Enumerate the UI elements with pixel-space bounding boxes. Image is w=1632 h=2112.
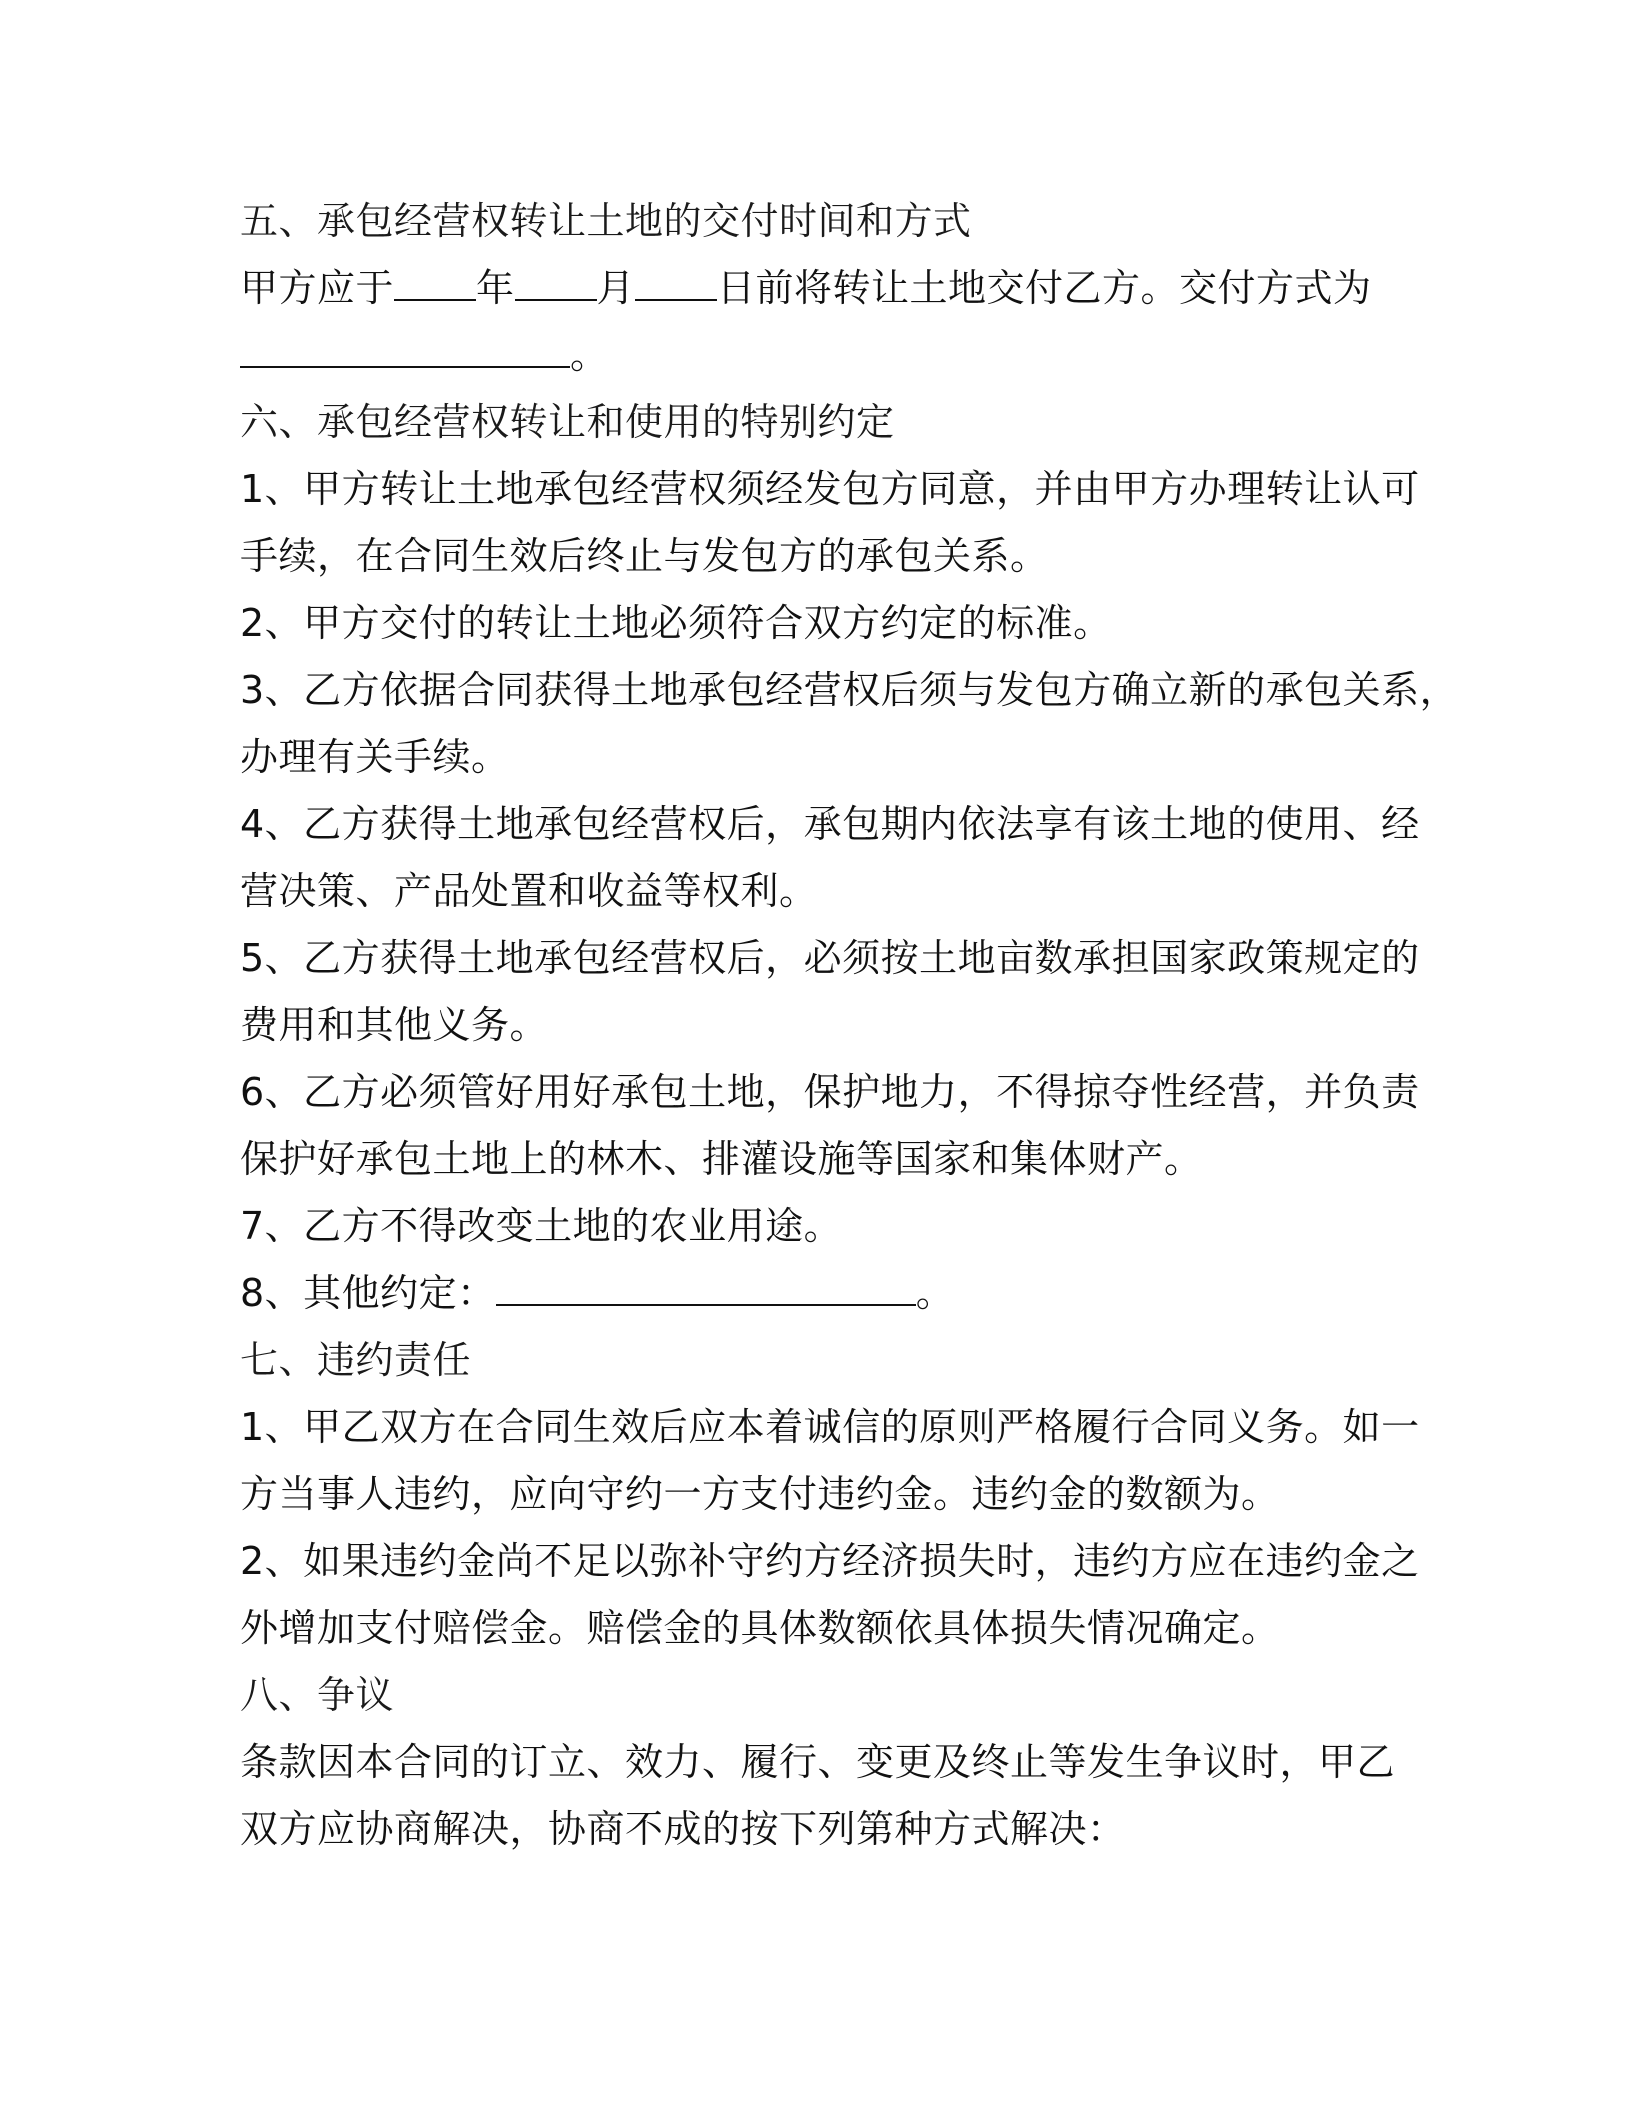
text-fragment: 。 bbox=[915, 1271, 955, 1315]
clause-line: 条款因本合同的订立、效力、履行、变更及终止等发生争议时，甲乙 bbox=[240, 1740, 1396, 1784]
clause-line: 2、甲方交付的转让土地必须符合双方约定的标准。 bbox=[240, 601, 1112, 645]
clause-line: 手续，在合同生效后终止与发包方的承包关系。 bbox=[240, 534, 1049, 578]
text-fragment: 甲方应于 bbox=[240, 266, 395, 310]
clause-line: 方当事人违约，应向守约一方支付违约金。违约金的数额为。 bbox=[240, 1472, 1280, 1516]
section-6-title: 六、承包经营权转让和使用的特别约定 bbox=[240, 400, 895, 444]
clause-line: 4、乙方获得土地承包经营权后，承包期内依法享有该土地的使用、经 bbox=[240, 802, 1420, 846]
other-agreement-line bbox=[240, 1260, 1450, 1327]
other-agreement-blank bbox=[496, 1270, 916, 1306]
clause-line: 营决策、产品处置和收益等权利。 bbox=[240, 869, 818, 913]
clause-line: 1、甲方转让土地承包经营权须经发包方同意，并由甲方办理转让认可 bbox=[240, 467, 1420, 511]
clause-line: 费用和其他义务。 bbox=[240, 1003, 549, 1047]
text-fragment: 。 bbox=[570, 333, 609, 377]
clause-line: 7、乙方不得改变土地的农业用途。 bbox=[240, 1204, 843, 1248]
year-blank bbox=[394, 265, 476, 301]
clause-line: 5、乙方获得土地承包经营权后，必须按土地亩数承担国家政策规定的 bbox=[240, 936, 1420, 980]
document-body bbox=[240, 188, 1459, 1863]
text-fragment: 日前将转让土地交付乙方。交付方式为 bbox=[717, 266, 1372, 310]
section-5-title: 五、承包经营权转让土地的交付时间和方式 bbox=[240, 199, 972, 243]
month-blank bbox=[515, 265, 597, 301]
clause-line: 外增加支付赔偿金。赔偿金的具体数额依具体损失情况确定。 bbox=[240, 1606, 1280, 1650]
delivery-method-line bbox=[240, 322, 1450, 389]
clause-line: 2、如果违约金尚不足以弥补守约方经济损失时，违约方应在违约金之 bbox=[240, 1539, 1420, 1583]
clause-line: 保护好承包土地上的林木、排灌设施等国家和集体财产。 bbox=[240, 1137, 1203, 1181]
clause-line: 6、乙方必须管好用好承包土地，保护地力，不得掠夺性经营，并负责 bbox=[240, 1070, 1420, 1114]
clause-line: 3、乙方依据合同获得土地承包经营权后须与发包方确立新的承包关系， bbox=[240, 668, 1459, 712]
section-7-title: 七、违约责任 bbox=[240, 1338, 472, 1382]
section-8-title: 八、争议 bbox=[240, 1673, 395, 1717]
text-fragment: 年 bbox=[476, 266, 515, 310]
text-fragment: 月 bbox=[596, 266, 636, 310]
clause-line: 办理有关手续。 bbox=[240, 735, 510, 779]
delivery-method-blank bbox=[240, 332, 570, 368]
clause-line: 双方应协商解决，协商不成的按下列第种方式解决： bbox=[240, 1807, 1126, 1851]
text-fragment: 8、其他约定： bbox=[240, 1271, 496, 1315]
delivery-date-line bbox=[240, 255, 1450, 322]
clause-line: 1、甲乙双方在合同生效后应本着诚信的原则严格履行合同义务。如一 bbox=[240, 1405, 1420, 1449]
day-blank bbox=[635, 265, 717, 301]
